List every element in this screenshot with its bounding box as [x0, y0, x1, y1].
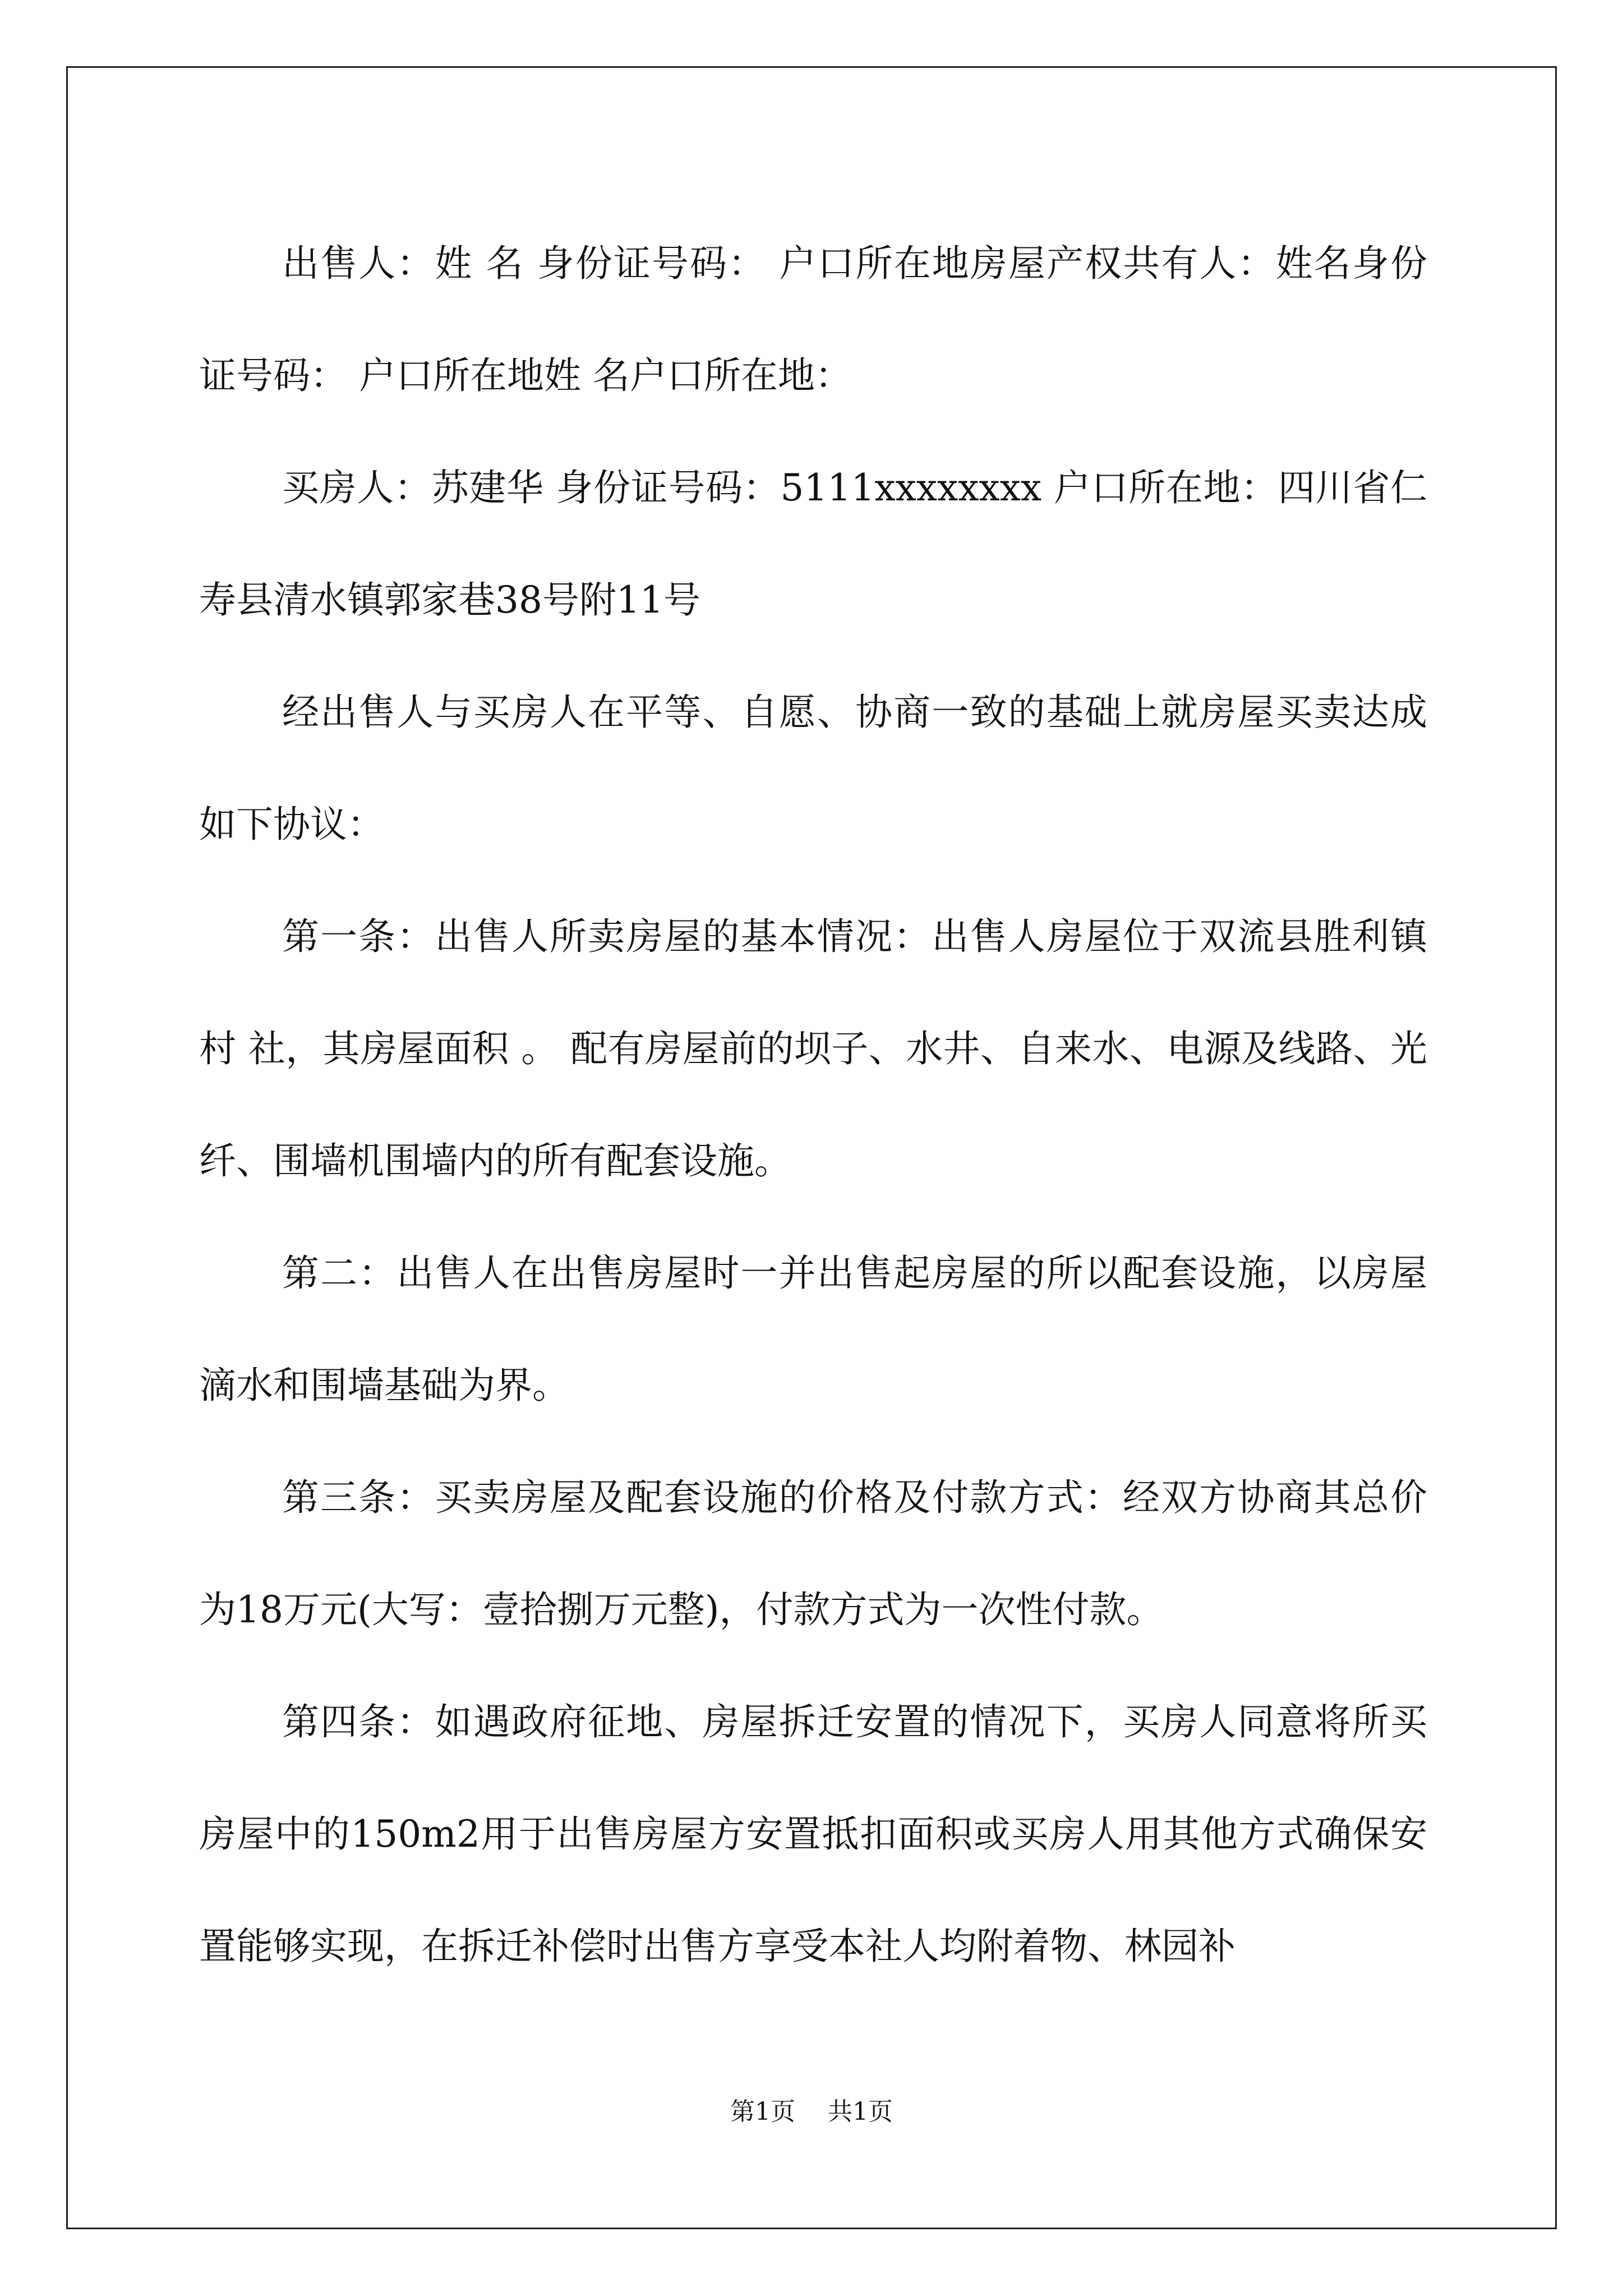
page-number: 第1页 — [730, 2097, 795, 2126]
paragraph-article-4: 第四条：如遇政府征地、房屋拆迁安置的情况下，买房人同意将所买房屋中的150m2用于出售房屋方安置抵扣面积或买房人用其他方式确保安置能够实现，在拆迁补偿时出售方享受本社人均附着物、林园补 — [199, 1700, 1427, 1968]
paragraph-article-2: 第二：出售人在出售房屋时一并出售起房屋的所以配套设施，以房屋滴水和围墙基础为界。 — [199, 1251, 1427, 1407]
paragraph-buyer: 买房人：苏建华 身份证号码：5111xxxxxxxx 户口所在地：四川省仁寿县清水镇郭家巷38号附11号 — [199, 466, 1427, 622]
paragraph-article-1: 第一条：出售人所卖房屋的基本情况：出售人房屋位于双流县胜利镇 村 社，其房屋面积 。 配有房屋前的坝子、水井、自来水、电源及线路、光纤、围墙机围墙内的所有配套设施。 — [199, 915, 1427, 1182]
paragraph-article-3: 第三条：买卖房屋及配套设施的价格及付款方式：经双方协商其总价为18万元(大写：壹拾捌万元整)，付款方式为一次性付款。 — [199, 1476, 1427, 1631]
page-total: 共1页 — [828, 2097, 893, 2126]
paragraph-agreement-intro: 经出售人与买房人在平等、自愿、协商一致的基础上就房屋买卖达成如下协议： — [199, 691, 1427, 846]
paragraph-seller: 出售人：姓 名 身份证号码： 户口所在地房屋产权共有人：姓名身份证号码： 户口所在地姓 名户口所在地： — [199, 242, 1427, 397]
page-footer — [0, 2095, 1623, 2129]
document-body — [199, 208, 1427, 2003]
